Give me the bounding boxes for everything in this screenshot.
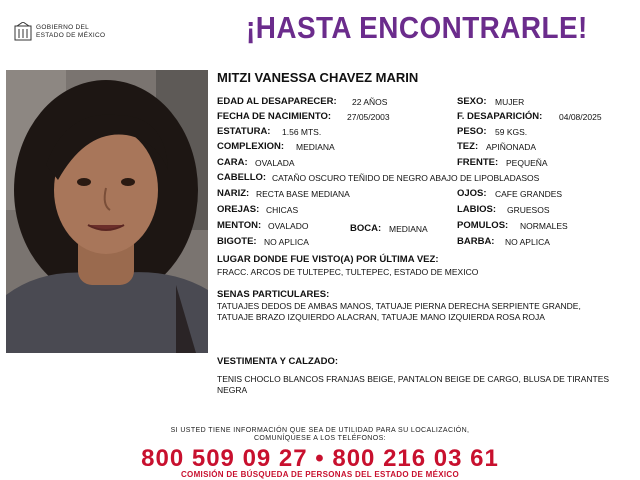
height-label: ESTATURA: — [217, 126, 271, 137]
person-photo — [6, 70, 208, 353]
last-seen-value: FRACC. ARCOS DE TULTEPEC, TULTEPEC, ESTADO DE MEXICO — [217, 267, 479, 277]
weight-value: 59 KGS. — [495, 127, 528, 137]
sex-label: SEXO: — [457, 96, 487, 107]
mouth-label: BOCA: — [350, 223, 382, 234]
nose-label: NARIZ: — [217, 188, 250, 199]
ears-value: CHICAS — [266, 205, 299, 215]
chin-label: MENTON: — [217, 220, 262, 231]
eyes-label: OJOS: — [457, 188, 487, 199]
government-line-1: GOBIERNO DEL — [36, 24, 90, 31]
info-note-line-1: SI USTED TIENE INFORMACIÓN QUE SEA DE UTILIDAD PARA SU LOCALIZACIÓN, — [170, 427, 470, 434]
particular-signs-value: TATUAJES DEDOS DE AMBAS MANOS, TATUAJE PIERNA DERECHA SERPIENTE GRANDE, TATUAJE BRAZO IZQUIERDO ALACRAN, TATUAJE MANO IZQUIERDA ROSA ROJA — [217, 301, 581, 322]
nose-value: RECTA BASE MEDIANA — [256, 189, 350, 199]
cheekbones-value: NORMALES — [520, 221, 568, 231]
lips-label: LABIOS: — [457, 204, 497, 215]
chin-value: OVALADO — [268, 221, 309, 231]
mouth-value: MEDIANA — [389, 224, 428, 234]
build-label: COMPLEXION: — [217, 141, 285, 152]
cheekbones-label: POMULOS: — [457, 220, 509, 231]
mustache-label: BIGOTE: — [217, 236, 257, 247]
age-label: EDAD AL DESAPARECER: — [217, 96, 337, 107]
age-value: 22 AÑOS — [352, 97, 388, 107]
government-line-2: ESTADO DE MÉXICO — [36, 32, 106, 39]
particular-signs-label: SENAS PARTICULARES: — [217, 289, 330, 300]
phone-numbers: 800 509 09 27 • 800 216 03 61 — [141, 445, 499, 472]
ears-label: OREJAS: — [217, 204, 260, 215]
beard-label: BARBA: — [457, 236, 495, 247]
last-seen-label: LUGAR DONDE FUE VISTO(A) POR ÚLTIMA VEZ: — [217, 254, 439, 265]
hair-label: CABELLO: — [217, 172, 267, 183]
commission-name: COMISIÓN DE BÚSQUEDA DE PERSONAS DEL ESTADO DE MÉXICO — [180, 470, 459, 479]
beard-value: NO APLICA — [505, 237, 550, 247]
headline: ¡HASTA ENCONTRARLE! — [246, 10, 588, 45]
person-name: MITZI VANESSA CHAVEZ MARIN — [217, 70, 419, 85]
skin-label: TEZ: — [457, 141, 479, 152]
face-label: CARA: — [217, 157, 248, 168]
lips-value: GRUESOS — [507, 205, 550, 215]
portrait-illustration — [6, 70, 208, 353]
disappearance-date-label: F. DESAPARICIÓN: — [457, 111, 543, 122]
clothing-value: TENIS CHOCLO BLANCOS FRANJAS BEIGE, PANTALON BEIGE DE CARGO, BLUSA DE TIRANTES NEGRA — [217, 374, 610, 395]
info-note-line-2: COMUNÍQUESE A LOS TELÉFONOS: — [253, 435, 387, 442]
birthdate-value: 27/05/2003 — [347, 112, 390, 122]
birthdate-label: FECHA DE NACIMIENTO: — [217, 111, 331, 122]
weight-label: PESO: — [457, 126, 487, 137]
eyes-value: CAFE GRANDES — [495, 189, 563, 199]
government-logo — [14, 22, 114, 44]
build-value: MEDIANA — [296, 142, 335, 152]
forehead-value: PEQUEÑA — [506, 158, 548, 168]
clothing-label: VESTIMENTA Y CALZADO: — [217, 356, 339, 367]
disappearance-date-value: 04/08/2025 — [559, 112, 602, 122]
sex-value: MUJER — [495, 97, 525, 107]
skin-value: APIÑONADA — [486, 142, 537, 152]
mustache-value: NO APLICA — [264, 237, 309, 247]
hair-value: CATAÑO OSCURO TEÑIDO DE NEGRO ABAJO DE LIPOBLADASOS — [272, 173, 540, 183]
state-seal-icon — [14, 22, 32, 42]
forehead-label: FRENTE: — [457, 157, 499, 168]
face-value: OVALADA — [255, 158, 295, 168]
height-value: 1.56 MTS. — [282, 127, 322, 137]
